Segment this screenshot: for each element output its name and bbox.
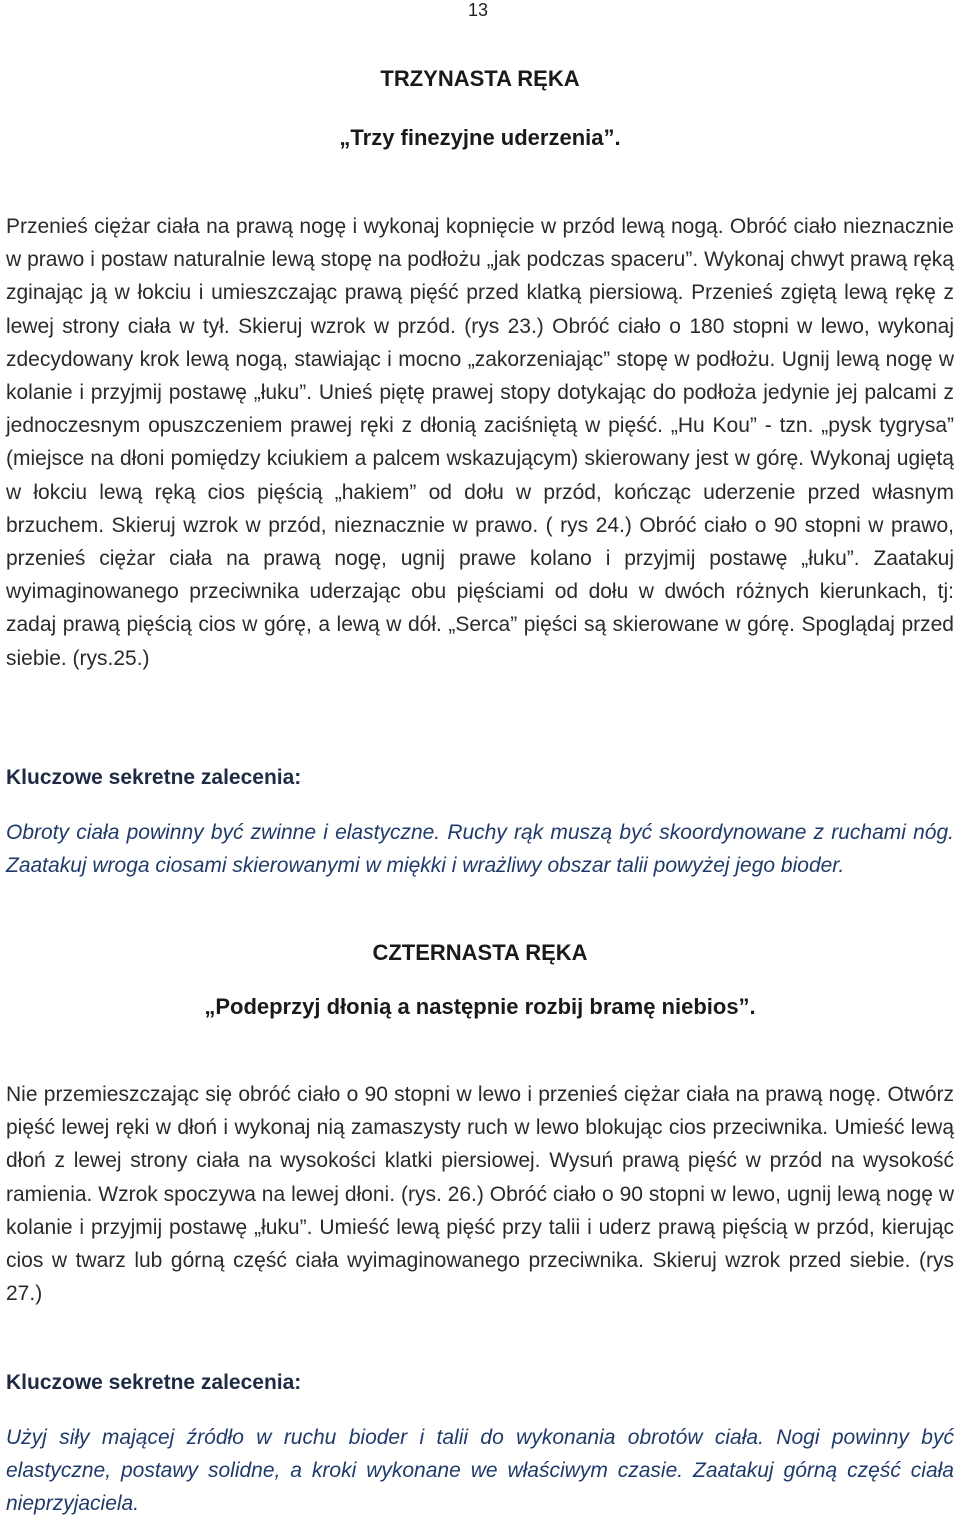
- section-2-title: CZTERNASTA RĘKA: [372, 940, 588, 965]
- section-2-key-label: Kluczowe sekretne zalecenia:: [6, 1371, 302, 1394]
- section-2-subtitle: „Podeprzyj dłonią a następnie rozbij bramę niebios”.: [204, 994, 756, 1019]
- section-1-key-label: Kluczowe sekretne zalecenia:: [6, 766, 302, 789]
- page-number: 13: [468, 0, 489, 20]
- section-1-subtitle: „Trzy finezyjne uderzenia”.: [339, 125, 621, 150]
- section-2-advice: Użyj siły mającej źródło w ruchu bioder i talii do wykonania obrotów ciała. Nogi powinny być elastyczne, postawy solidne, a kroki wykonane we właściwym czasie. Zaatakuj górną część ciała nieprzyjaciela.: [6, 1426, 954, 1516]
- section-1-title: TRZYNASTA RĘKA: [380, 66, 580, 91]
- section-1-body: Przenieś ciężar ciała na prawą nogę i wykonaj kopnięcie w przód lewą nogą. Obróć ciało nieznacznie w prawo i postaw naturalnie lewą stopę na podłożu „jak podczas spaceru”. Wykonaj chwyt prawą ręką zginając ją w łokciu i umieszczając prawą pięść przed klatką piersiową. Przenieś zgiętą lewą rękę z lewej strony ciała w tył. Skieruj wzrok w przód. (rys 23.) Obróć ciało o 180 stopni w lewo, wykonaj zdecydowany krok lewą nogą, stawiając i mocno „zakorzeniając” stopę w podłożu. Ugnij lewą nogę w kolanie i przyjmij postawę „łuku”. Unieś piętę prawej stopy dotykając do podłoża jedynie jej palcami z jednoczesnym opuszczeniem prawej ręki z dłonią zaciśniętą w pięść. „Hu Kou” - tzn. „pysk tygrysa” (miejsce na dłoni pomiędzy kciukiem a palcem wskazującym) skierowany jest w górę. Wykonaj ugiętą w łokciu lewą ręką cios pięścią „hakiem” od dołu w przód, kończąc uderzenie przed własnym brzuchem. Skieruj wzrok w przód, nieznacznie w prawo. ( rys 24.) Obróć ciało o 90 stopni w prawo, przenieś ciężar ciała na prawą nogę, ugnij prawe kolano i przyjmij postawę „łuku”. Zaatakuj wyimaginowanego przeciwnika uderzając obu pięściami od dołu w dwóch różnych kierunkach, tj: zadaj prawą pięścią cios w górę, a lewą w dół. „Serca” pięści są skierowane w górę. Spoglądaj przed siebie. (rys.25.): [6, 215, 954, 670]
- section-1-advice: Obroty ciała powinny być zwinne i elastyczne. Ruchy rąk muszą być skoordynowane z ruchami nóg. Zaatakuj wroga ciosami skierowanymi w miękki i wrażliwy obszar talii powyżej jego bioder.: [6, 821, 954, 878]
- section-2-body: Nie przemieszczając się obróć ciało o 90 stopni w lewo i przenieś ciężar ciała na prawą nogę. Otwórz pięść lewej ręki w dłoń i wykonaj nią zamaszysty ruch w lewo blokując cios przeciwnika. Umieść lewą dłoń z lewej strony ciała na wysokości klatki piersiowej. Wysuń prawą pięść w przód na wysokość ramienia. Wzrok spoczywa na lewej dłoni. (rys. 26.) Obróć ciało o 90 stopni w lewo, ugnij lewą nogę w kolanie i przyjmij postawę „łuku”. Umieść lewą pięść przy talii i uderz prawą pięścią w przód, kierując cios w twarz lub górną część ciała wyimaginowanego przeciwnika. Skieruj wzrok przed siebie. (rys 27.): [6, 1083, 954, 1306]
